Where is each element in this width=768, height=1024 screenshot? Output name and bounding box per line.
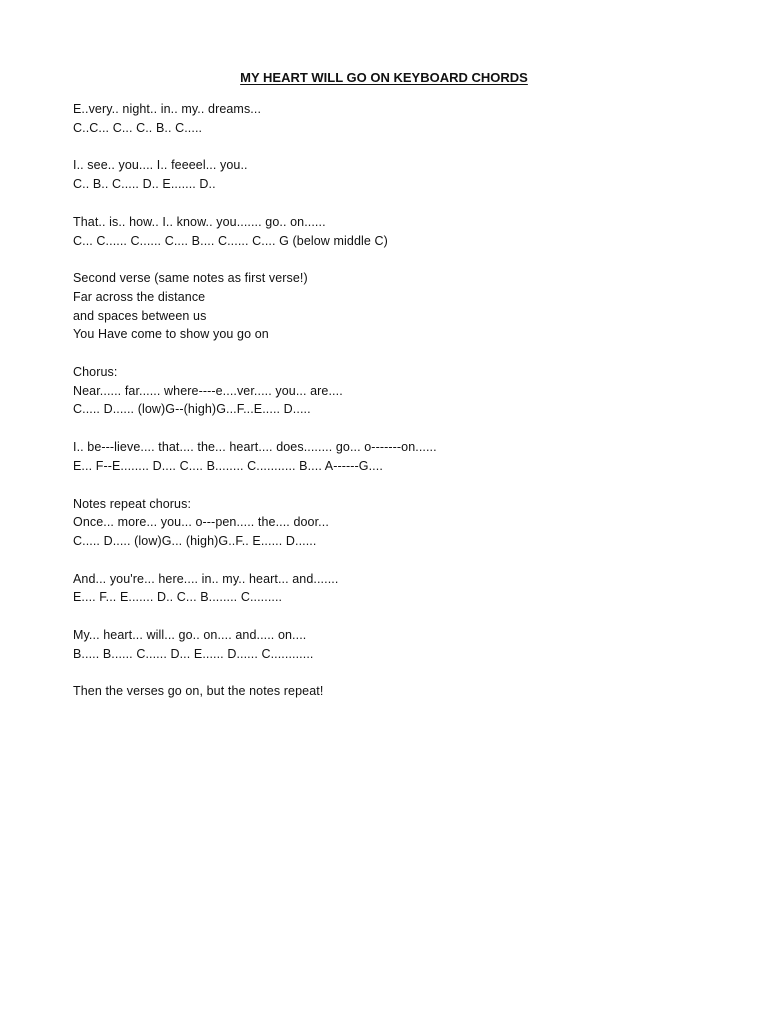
verse-line-1: [73, 100, 713, 137]
lyric-line: I.. see.. you.... I.. feeeel... you..: [73, 158, 248, 173]
verse-line-2: [73, 156, 713, 193]
notes-line: C..... D...... (low)G--(high)G...F...E..... D.....: [73, 402, 311, 417]
lyric-line: And... you're... here.... in.. my.. heart... and.......: [73, 571, 339, 586]
repeat-chorus-line-1: [73, 495, 713, 551]
notes-line: C..C... C... C.. B.. C.....: [73, 120, 203, 135]
lyric-line: Far across the distance: [73, 289, 206, 304]
document-body: [73, 100, 713, 720]
lyric-line: Near...... far...... where----e....ver..... you... are....: [73, 383, 343, 398]
verse-line-3: [73, 213, 713, 250]
section-heading: Notes repeat chorus:: [73, 496, 192, 511]
lyric-line: That.. is.. how.. I.. know.. you....... go.. on......: [73, 214, 326, 229]
closing-text: Then the verses go on, but the notes repeat!: [73, 684, 324, 699]
repeat-chorus-line-3: [73, 626, 713, 663]
notes-line: C..... D..... (low)G... (high)G..F.. E...... D......: [73, 533, 317, 548]
chorus-line-2: [73, 438, 713, 475]
chorus-line-1: [73, 363, 713, 419]
lyric-line: I.. be---lieve.... that.... the... heart.... does........ go... o-------on......: [73, 440, 437, 455]
notes-line: E.... F... E....... D.. C... B........ C.........: [73, 590, 283, 605]
notes-line: C.. B.. C..... D.. E....... D..: [73, 177, 216, 192]
closing-note: [73, 682, 713, 701]
notes-line: E... F--E........ D.... C.... B........ C........... B.... A------G....: [73, 458, 383, 473]
lyric-line: My... heart... will... go.. on.... and..... on....: [73, 628, 307, 643]
document-title-text: MY HEART WILL GO ON KEYBOARD CHORDS: [240, 70, 528, 85]
section-heading: Second verse (same notes as first verse!): [73, 271, 308, 286]
lyric-line: and spaces between us: [73, 308, 207, 323]
repeat-chorus-line-2: [73, 570, 713, 607]
second-verse: [73, 269, 713, 344]
section-heading: Chorus:: [73, 365, 118, 380]
lyric-line: Once... more... you... o---pen..... the.... door...: [73, 515, 329, 530]
notes-line: B..... B...... C...... D... E...... D...... C............: [73, 646, 314, 661]
notes-line: C... C...... C...... C.... B.... C...... C.... G (below middle C): [73, 233, 388, 248]
lyric-line: You Have come to show you go on: [73, 327, 269, 342]
lyric-line: E..very.. night.. in.. my.. dreams...: [73, 102, 262, 116]
document-title: [0, 69, 768, 87]
